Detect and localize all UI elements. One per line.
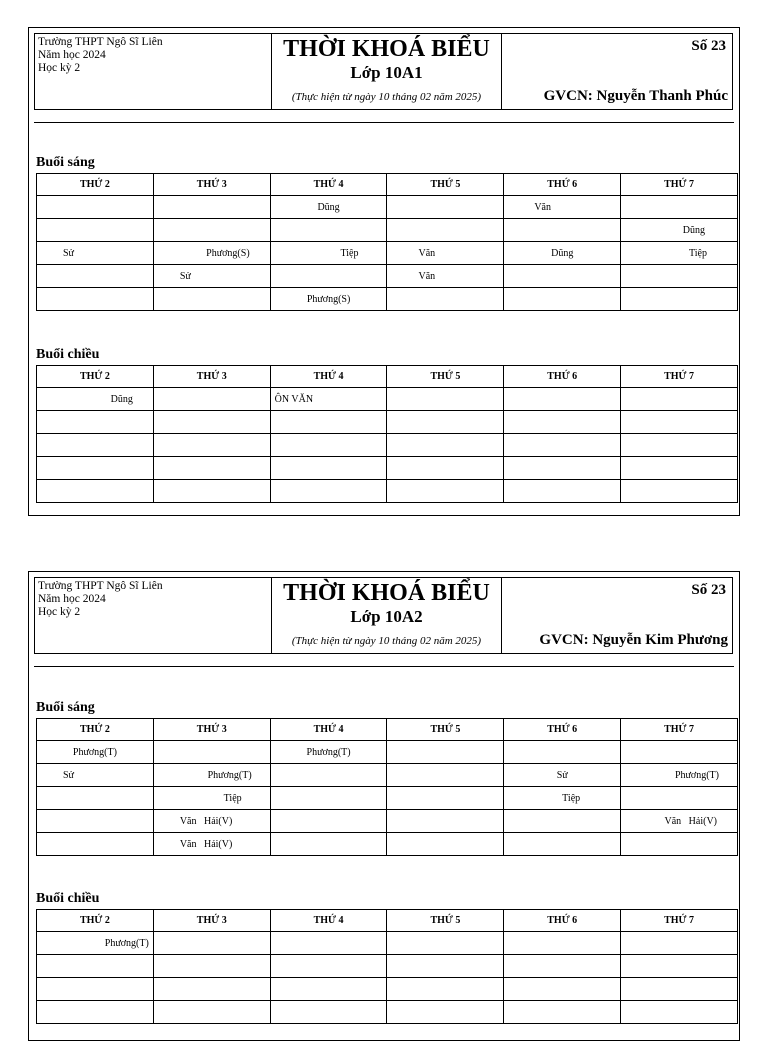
table-cell	[504, 411, 621, 434]
table-cell	[270, 932, 387, 955]
table-cell	[153, 196, 270, 219]
table-row	[37, 955, 738, 978]
table-header-row	[37, 366, 738, 388]
table-cell: Phương(S)	[153, 242, 270, 265]
table-row	[37, 457, 738, 480]
table-cell	[387, 955, 504, 978]
table-cell	[270, 457, 387, 480]
timetable-sheet-10a1	[28, 27, 740, 516]
table-cell	[504, 457, 621, 480]
day-header: THỨ 4	[270, 366, 387, 388]
table-cell: Phương(T)	[153, 764, 270, 787]
table-cell: Tiệp	[153, 787, 270, 810]
day-header: THỨ 5	[387, 910, 504, 932]
day-header: THỨ 3	[153, 174, 270, 196]
table-cell: Văn Hải(V)	[621, 810, 738, 833]
table-header-row	[37, 910, 738, 932]
table-row	[37, 810, 738, 833]
day-header: THỨ 3	[153, 366, 270, 388]
table-cell	[153, 955, 270, 978]
table-cell: Dũng	[37, 388, 154, 411]
table-cell: Sử	[37, 764, 154, 787]
table-cell	[37, 833, 154, 856]
table-row	[37, 288, 738, 311]
school-info	[35, 34, 272, 109]
afternoon-schedule-table	[36, 909, 738, 1024]
table-cell: Sử	[504, 764, 621, 787]
semester: Học kỳ 2	[38, 62, 81, 74]
table-cell	[504, 388, 621, 411]
table-cell	[504, 288, 621, 311]
table-cell	[153, 457, 270, 480]
table-row	[37, 265, 738, 288]
table-cell	[504, 480, 621, 503]
table-cell	[387, 978, 504, 1001]
day-header: THỨ 2	[37, 719, 154, 741]
table-cell	[270, 787, 387, 810]
school-name: Trường THPT Ngô Sĩ Liên	[38, 580, 163, 592]
table-cell	[270, 955, 387, 978]
day-header: THỨ 4	[270, 719, 387, 741]
morning-session-label: Buổi sáng	[36, 155, 95, 170]
table-cell	[504, 741, 621, 764]
table-cell	[504, 219, 621, 242]
table-cell	[270, 810, 387, 833]
table-cell: Phương(T)	[37, 932, 154, 955]
table-cell	[504, 978, 621, 1001]
timetable-title: THỜI KHOÁ BIỂU	[283, 580, 490, 606]
table-cell	[270, 411, 387, 434]
table-cell	[621, 787, 738, 810]
table-cell	[153, 434, 270, 457]
timetable-sheet-10a2	[28, 571, 740, 1041]
table-cell	[621, 932, 738, 955]
divider	[34, 666, 734, 667]
table-cell	[153, 932, 270, 955]
table-cell: Phương(T)	[37, 741, 154, 764]
table-cell	[387, 457, 504, 480]
table-cell	[387, 1001, 504, 1024]
semester: Học kỳ 2	[38, 606, 81, 618]
table-cell	[621, 1001, 738, 1024]
day-header: THỨ 7	[621, 174, 738, 196]
table-row	[37, 242, 738, 265]
table-row	[37, 480, 738, 503]
table-cell	[504, 1001, 621, 1024]
day-header: THỨ 5	[387, 719, 504, 741]
table-cell: Văn	[387, 242, 504, 265]
morning-session-label: Buổi sáng	[36, 700, 95, 715]
table-row	[37, 978, 738, 1001]
timetable-header	[34, 577, 733, 654]
table-cell	[504, 932, 621, 955]
sheet-meta	[502, 578, 732, 653]
table-cell	[621, 457, 738, 480]
table-row	[37, 833, 738, 856]
table-cell	[621, 978, 738, 1001]
table-cell	[153, 288, 270, 311]
table-cell	[621, 833, 738, 856]
effective-date: (Thực hiện từ ngày 10 tháng 02 năm 2025)	[291, 91, 482, 103]
table-cell	[387, 388, 504, 411]
table-cell	[37, 810, 154, 833]
table-cell	[621, 434, 738, 457]
table-row	[37, 787, 738, 810]
afternoon-session-label: Buổi chiều	[36, 891, 100, 906]
table-cell: ÔN VĂN	[270, 388, 387, 411]
table-row	[37, 764, 738, 787]
table-cell	[270, 764, 387, 787]
table-cell	[270, 265, 387, 288]
table-cell	[37, 978, 154, 1001]
timetable-title: THỜI KHOÁ BIỂU	[283, 36, 490, 62]
table-cell	[270, 978, 387, 1001]
day-header: THỨ 4	[270, 910, 387, 932]
table-cell: Dũng	[270, 196, 387, 219]
table-cell	[621, 288, 738, 311]
divider	[34, 122, 734, 123]
class-name: Lớp 10A2	[350, 607, 423, 626]
table-cell	[387, 932, 504, 955]
table-cell	[153, 741, 270, 764]
table-cell	[270, 434, 387, 457]
table-cell	[387, 741, 504, 764]
morning-schedule-table	[36, 718, 738, 856]
day-header: THỨ 3	[153, 719, 270, 741]
table-row	[37, 434, 738, 457]
day-header: THỨ 6	[504, 910, 621, 932]
table-cell	[37, 480, 154, 503]
table-cell: Văn	[504, 196, 621, 219]
table-cell: Tiệp	[621, 242, 738, 265]
day-header: THỨ 6	[504, 366, 621, 388]
table-cell: Phương(T)	[270, 741, 387, 764]
timetable-header	[34, 33, 733, 110]
homeroom-teacher: GVCN: Nguyễn Thanh Phúc	[543, 88, 728, 104]
school-info	[35, 578, 272, 653]
class-name: Lớp 10A1	[350, 63, 423, 82]
table-cell: Phương(S)	[270, 288, 387, 311]
table-cell	[504, 810, 621, 833]
table-cell: Sử	[37, 242, 154, 265]
table-cell	[37, 219, 154, 242]
table-cell: Phương(T)	[621, 764, 738, 787]
school-name: Trường THPT Ngô Sĩ Liên	[38, 36, 163, 48]
table-cell	[153, 219, 270, 242]
table-cell	[153, 388, 270, 411]
table-row	[37, 196, 738, 219]
table-cell	[387, 196, 504, 219]
morning-schedule-table	[36, 173, 738, 311]
table-cell	[270, 219, 387, 242]
table-row	[37, 219, 738, 242]
table-cell	[621, 741, 738, 764]
table-cell	[387, 764, 504, 787]
table-cell	[387, 434, 504, 457]
day-header: THỨ 5	[387, 366, 504, 388]
table-cell	[37, 787, 154, 810]
table-cell	[37, 1001, 154, 1024]
table-cell	[270, 1001, 387, 1024]
day-header: THỨ 3	[153, 910, 270, 932]
table-cell	[153, 480, 270, 503]
table-cell: Dũng	[621, 219, 738, 242]
table-row	[37, 1001, 738, 1024]
table-cell	[153, 978, 270, 1001]
day-header: THỨ 2	[37, 366, 154, 388]
day-header: THỨ 2	[37, 174, 154, 196]
effective-date: (Thực hiện từ ngày 10 tháng 02 năm 2025)	[291, 635, 482, 647]
table-cell	[504, 265, 621, 288]
table-header-row	[37, 174, 738, 196]
day-header: THỨ 4	[270, 174, 387, 196]
table-cell	[621, 480, 738, 503]
day-header: THỨ 6	[504, 719, 621, 741]
day-header: THỨ 2	[37, 910, 154, 932]
table-cell: Sử	[153, 265, 270, 288]
table-cell	[270, 833, 387, 856]
table-cell: Tiệp	[504, 787, 621, 810]
table-cell	[387, 833, 504, 856]
table-cell: Tiệp	[270, 242, 387, 265]
table-cell	[621, 411, 738, 434]
title-block	[272, 34, 502, 109]
table-header-row	[37, 719, 738, 741]
table-cell	[153, 411, 270, 434]
table-cell	[270, 480, 387, 503]
table-cell	[37, 288, 154, 311]
table-cell	[37, 196, 154, 219]
day-header: THỨ 7	[621, 719, 738, 741]
day-header: THỨ 7	[621, 910, 738, 932]
table-row	[37, 411, 738, 434]
day-header: THỨ 7	[621, 366, 738, 388]
table-row	[37, 932, 738, 955]
day-header: THỨ 6	[504, 174, 621, 196]
table-cell	[37, 955, 154, 978]
title-block	[272, 578, 502, 653]
table-cell	[153, 1001, 270, 1024]
table-cell	[37, 457, 154, 480]
table-cell	[504, 955, 621, 978]
table-cell	[387, 219, 504, 242]
table-cell	[387, 480, 504, 503]
sheet-number: Số 23	[691, 582, 726, 598]
day-header: THỨ 5	[387, 174, 504, 196]
table-cell: Văn Hải(V)	[153, 810, 270, 833]
table-cell	[37, 434, 154, 457]
table-cell	[37, 411, 154, 434]
table-cell	[37, 265, 154, 288]
table-cell	[621, 388, 738, 411]
table-cell: Dũng	[504, 242, 621, 265]
table-row	[37, 388, 738, 411]
table-cell: Văn	[387, 265, 504, 288]
table-cell	[504, 833, 621, 856]
table-cell: Văn Hải(V)	[153, 833, 270, 856]
table-cell	[504, 434, 621, 457]
school-year: Năm học 2024	[38, 49, 106, 61]
table-cell	[387, 411, 504, 434]
afternoon-session-label: Buổi chiều	[36, 347, 100, 362]
afternoon-schedule-table	[36, 365, 738, 503]
table-cell	[387, 787, 504, 810]
table-cell	[621, 955, 738, 978]
table-cell	[387, 288, 504, 311]
homeroom-teacher: GVCN: Nguyễn Kim Phương	[539, 632, 728, 648]
table-cell	[387, 810, 504, 833]
table-cell	[621, 196, 738, 219]
school-year: Năm học 2024	[38, 593, 106, 605]
sheet-meta	[502, 34, 732, 109]
table-row	[37, 741, 738, 764]
sheet-number: Số 23	[691, 38, 726, 54]
table-cell	[621, 265, 738, 288]
